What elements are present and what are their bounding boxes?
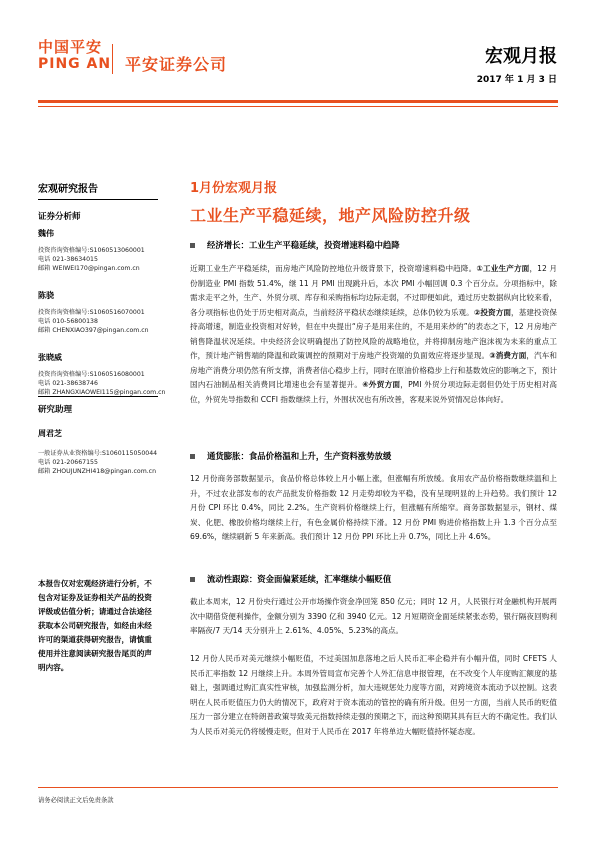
paragraph-text: 12 月份商务部数据显示，食品价格总体较上月小幅上涨，但涨幅有所放缓。食用农产品价格指数继续温和上升，不过农业部发布的农产品批发价格指数 12 月走势却较为平稳，没有呈现明显的上升趋势。我们预计 12 月份 CPI 环比 0.4%，同比 2.2%。生产资料价格继续上行，但涨幅有所缩窄。商务部数据显示，钢材、煤炭、化肥、橡胶价格均继续上行，有色金属价格持续下滑。12 月份 PMI 购进价格指数上升 1.3 个百分点至 69.6%，继续刷新 5 年来新高。我们预计 12 月份 PPI 环比上升 0.7%，同比上升 4.6%。 [190, 474, 557, 541]
body-paragraph [190, 472, 557, 545]
analyst-name: 张晓威 [38, 353, 62, 362]
square-bullet-icon [190, 577, 195, 582]
assistant-phone: 电话 021-20667155 [38, 459, 98, 466]
page-subtitle: 工业生产平稳延续，地产风险防控升级 [190, 206, 471, 225]
company-name: 平安证券公司 [125, 55, 228, 74]
assistant-name: 周君芝 [38, 429, 62, 438]
paragraph-text: ，基建投资保持高增速，制造业投资相对好转，但在中央提出“房子是用来住的，不是用来炒的”的表态之下，12 月房地产销售降温状况延续。中央经济会议明确提出了防控风险的战略地位，并将抑制房地产泡沫视为未来的重点工作，预计地产销售端的降温和政策调控的预期对于房地产投资端的负面效应将逐步显现。 [190, 307, 557, 360]
analyst-phone: 电话 010-56800138 [38, 318, 98, 325]
footer-rule [38, 787, 558, 788]
sidebar-divider [38, 396, 158, 397]
footer-note: 请务必阅读正文后免责条款 [38, 797, 114, 804]
analyst-cert: 投资咨询资格编号:S1060516070001 [38, 309, 145, 316]
square-bullet-icon [190, 243, 195, 248]
section-heading: 流动性跟踪：资金面偏紧延续，汇率继续小幅贬值 [190, 573, 391, 585]
emphasis-text: ②投资方面 [473, 307, 512, 317]
header-rule-thin [38, 106, 558, 107]
paragraph-text: 截止本周末，12 月份央行通过公开市场操作资金净回笼 850 亿元；同时 12 月，人民银行对金融机构开展两次中期借贷便利操作，金额分别为 3390 亿和 3940 亿元。12 月短期资金面延续紧张态势，银行隔夜回购利率隔夜/7 天/14 天分别升上 2.61%、4.05%、5.23%的高点。 [190, 597, 557, 635]
body-paragraph [190, 595, 557, 639]
emphasis-text: ④外贸方面 [362, 380, 401, 389]
analyst-email[interactable]: 邮箱 WEIWEI170@pingan.com.cn [38, 265, 140, 272]
assistant-email[interactable]: 邮箱 ZHOUJUNZHI418@pingan.com.cn [38, 468, 157, 475]
page-title: 1月份宏观月报 [190, 181, 278, 196]
body-paragraph [190, 652, 557, 739]
analyst-label: 证券分析师 [38, 212, 81, 222]
analyst-card [38, 290, 158, 335]
report-category: 宏观研究报告 [38, 184, 98, 195]
analyst-cert: 投资咨询资格编号:S1060516080001 [38, 371, 145, 378]
sidebar-divider [38, 199, 158, 200]
disclaimer: 本报告仅对宏观经济进行分析，不包含对证券及证券相关产品的投资评级或估值分析；请通过合法途径获取本公司研究报告，如经由未经许可的渠道获得研究报告，请慎重使用并注意阅读研究报告尾页的声明内容。 [38, 579, 152, 672]
paragraph-text: ，PMI 外贸分项边际走弱但仍处于历史相对高位，外贸先导指数和 CCFI 指数继续上行，外围状况也有所改善，客观来说外贸情况总体向好。 [190, 380, 557, 404]
analyst-name: 陈骁 [38, 291, 54, 300]
paragraph-text: ，汽车和房地产消费分项仍然有所支撑，消费者信心稳步上行，同时在原油价格稳步上行和基数效应的影响之下，预计国内石油制品相关消费同比增速也会有显著提升。 [190, 351, 557, 389]
analyst-email[interactable]: 邮箱 CHENXIAO397@pingan.com.cn [38, 327, 149, 334]
paragraph-text: 近期工业生产平稳延续，而房地产风险防控地位升级背景下，投资增速料稳中趋降。 [190, 264, 477, 273]
paragraph-text: ，12 月份制造业 PMI 指数 51.4%，继 11 月 PMI 出现跳升后，本次 PMI 小幅回调 0.3 个百分点。分项指标中，除需求走平之外，生产、外贸分项、库存和采购指标均边际走弱，不过即便如此，通过历史数据纵向比较来看，各分项指标也仍处于历史相对高点，当前经济平稳状态继续延续，总体仍较为乐观。 [190, 264, 557, 317]
logo-english: PING AN [38, 56, 112, 72]
emphasis-text: ①工业生产方面 [476, 264, 530, 273]
header-rule-thick [38, 100, 558, 103]
analyst-card [38, 228, 158, 273]
analyst-cert: 投资咨询资格编号:S1060513060001 [38, 247, 145, 254]
section-heading: 通货膨胀：食品价格温和上升，生产资料涨势放缓 [190, 450, 391, 462]
paragraph-text: 12 月份人民币对美元继续小幅贬值，不过美国加息落地之后人民币汇率企稳并有小幅升值，同时 CFETS 人民币汇率指数 12 月继续上升。本周外管局宣布完善个人外汇信息申报管理，在不改变个人年度购汇额度的基础上，强调通过购汇真实性审核，加强监测分析，加大违规惩处力度等方面，对跨境资本流动予以控制。这表明在人民币贬值压力仍大的情况下，政府对于资本流动的管控的确有所升级。但另一方面，当前人民币的贬值压力一部分建立在特朗普政策导致美元指数持续走强的预期之下，而这种预期其具有巨大的不确定性。我们认为人民币对美元仍将缓慢走贬，但对于人民币在 2017 年将单边大幅贬值持怀疑态度。 [190, 654, 557, 736]
analyst-card [38, 352, 166, 397]
report-type: 宏观月报 [485, 46, 557, 67]
emphasis-text: ③消费方面 [489, 351, 527, 360]
analyst-phone: 电话 021-38638746 [38, 380, 98, 387]
body-paragraph [190, 262, 557, 407]
section-heading: 经济增长：工业生产平稳延续，投资增速料稳中趋降 [190, 239, 400, 251]
analyst-name: 魏伟 [38, 229, 54, 238]
logo-divider [112, 44, 113, 74]
square-bullet-icon [190, 454, 195, 459]
assistant-cert: 一般证券从业资格编号:S1060115050044 [38, 450, 158, 457]
logo-chinese: 中国平安 [38, 38, 103, 56]
assistant-label: 研究助理 [38, 405, 73, 415]
analyst-email[interactable]: 邮箱 ZHANGXIAOWEI115@pingan.com.cn [38, 389, 166, 396]
analyst-phone: 电话 021-38634015 [38, 256, 98, 263]
assistant-card [38, 428, 158, 476]
report-date: 2017 年 1 月 3 日 [476, 75, 557, 85]
